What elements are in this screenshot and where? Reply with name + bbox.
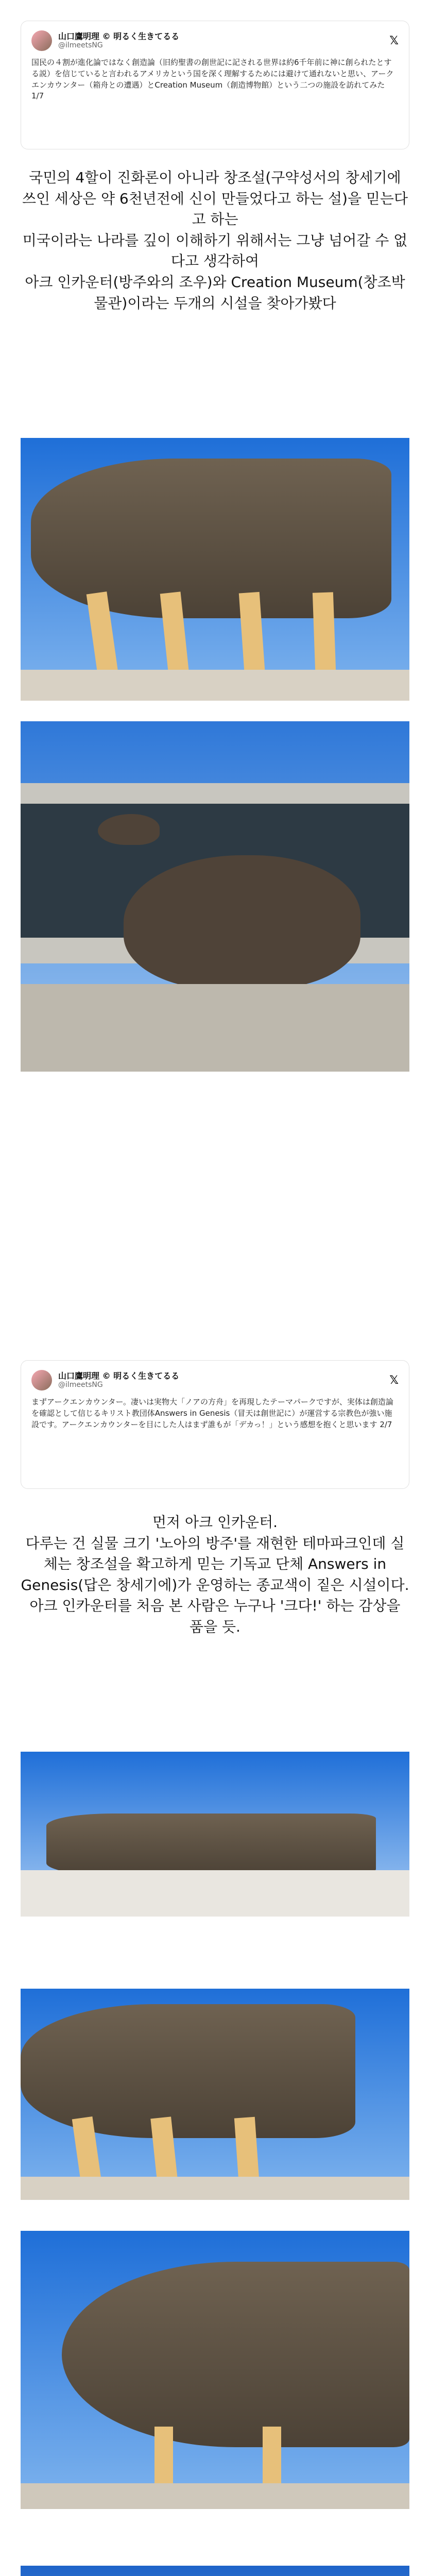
photo-ark-far bbox=[21, 2566, 409, 2576]
x-logo-icon: 𝕏 bbox=[389, 34, 399, 47]
photo-ark-bow bbox=[21, 2231, 409, 2509]
tweet-card-1 bbox=[21, 21, 409, 149]
author-name: 山口鷹明理 © 明るく生きてるる bbox=[58, 1371, 180, 1381]
korean-translation-1: 국민의 4할이 진화론이 아니라 창조설(구약성서의 창세기에 쓰인 세상은 약 6천년전에 신이 만들었다고 하는 설)을 믿는다고 하는 미국이라는 나라를 깊이 이해하기 위해서는 그냥 넘어갈 수 없다고 생각하여 아크 인카운터(방주와의 조우)와 Creation Museum(창조박물관)이라는 두개의 시설을 찾아가봤다 bbox=[22, 169, 408, 312]
tweet-text: 国民の４割が進化論ではなく創造論（旧約聖書の創世記に記される世界は約6千年前に神に創られたとする説）を信じていると言われるアメリカという国を深く理解するためには避けて通れないと思い、アークエンカウンター（箱舟との遭遇）とCreation Museum（創造博物館）という二つの施設を訪れてみた 1/7 bbox=[31, 58, 394, 101]
avatar bbox=[31, 1370, 52, 1391]
photo-ark-closeup bbox=[21, 1989, 409, 2200]
avatar bbox=[31, 30, 52, 51]
tweet-card-2 bbox=[21, 1360, 409, 1489]
author-handle: @ilmeetsNG bbox=[58, 41, 103, 50]
author-name: 山口鷹明理 © 明るく生きてるる bbox=[58, 31, 180, 41]
photo-dinosaur-statue bbox=[21, 721, 409, 1072]
korean-translation-2: 먼저 아크 인카운터. 다루는 건 실물 크기 '노아의 방주'를 재현한 테마파크인데 실체는 창조설을 확고하게 믿는 기독교 단체 Answers in Genesis(답은 창세기에)가 운영하는 종교색이 짙은 시설이다. 아크 인카운터를 처음 본 사람은 누구나 '크다!' 하는 감상을 품을 듯. bbox=[21, 1514, 409, 1635]
photo-ark-distant bbox=[21, 1752, 409, 1917]
tweet-text: まずアークエンカウンター。凄いは実物大「ノアの方舟」を再現したテーマパークですが、実体は創造論を確認として信じるキリスト教団体Answers in Genesis（冒天は創世記に）が運営する宗教色が強い施設です。アークエンカウンターを目にした人はまず誰もが「デカっ！」という感想を抱くと思います 2/7 bbox=[31, 1397, 393, 1429]
x-logo-icon: 𝕏 bbox=[389, 1374, 399, 1387]
author-handle: @ilmeetsNG bbox=[58, 1381, 103, 1389]
photo-ark-exterior bbox=[21, 438, 409, 701]
